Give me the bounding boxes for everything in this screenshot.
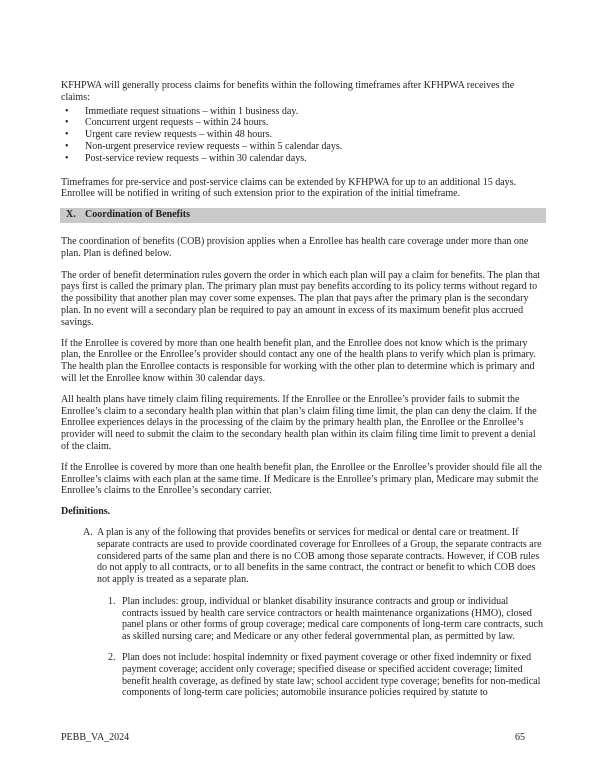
definition-marker: A. [83, 526, 93, 538]
definition-text: A plan is any of the following that provides benefits or services for medical or dental care or treatment. If separate contracts are used to provide coordinated coverage for Enrollees of a Group, the separate contracts are considered parts of the same plan and there is no COB among those separate contracts. However, if COB rules do not apply to all contracts, or to all benefits in the same contract, the contract or benefit to which COB does not apply is treated as a separate plan. [97, 526, 542, 586]
paragraph: The order of benefit determination rules govern the order in which each plan will pay a claim for benefits. The plan that pays first is called the primary plan. The primary plan must pay benefits according to its policy terms without regard to the possibility that another plan may cover some expenses. The plan that pays after the primary plan is the secondary plan. In no event will a secondary plan be required to pay an amount in excess of its maximum benefit plus accrued savings. [61, 269, 541, 328]
subitem-marker: 2. [108, 652, 116, 664]
bullet-text: Post-service review requests – within 30 calendar days. [85, 152, 307, 164]
subitem-marker: 1. [108, 595, 116, 607]
bullet-marker: • [65, 117, 69, 129]
section-title: Coordination of Benefits [85, 209, 190, 221]
bullet-text: Concurrent urgent requests – within 24 hours. [85, 117, 269, 129]
list-item [61, 129, 545, 141]
bullet-text: Non-urgent preservice review requests – within 5 calendar days. [85, 140, 343, 152]
paragraph: If the Enrollee is covered by more than one health benefit plan, the Enrollee or the Enrollee’s provider should file all the Enrollee’s claims with each plan at the same time. If Medicare is the Enrollee’s primary plan, Medicare may submit the Enrollee’s claims to the Enrollee’s secondary carrier. [61, 461, 542, 497]
extension-paragraph: Timeframes for pre-service and post-service claims can be extended by KFHPWA for up to an additional 15 days. Enrollee will be notified in writing of such extension prior to the expiration of the initial timeframe. [61, 176, 517, 200]
definition-item-a [61, 527, 545, 586]
section-number: X. [66, 209, 76, 221]
section-header [60, 208, 546, 223]
list-item [61, 153, 545, 165]
bullet-marker: • [65, 140, 69, 152]
bullet-marker: • [65, 105, 69, 117]
paragraph: The coordination of benefits (COB) provision applies when a Enrollee has health care coverage under more than one plan. Plan is defined below. [61, 235, 529, 259]
bullet-marker: • [65, 129, 69, 141]
definitions-heading: Definitions. [61, 506, 111, 518]
paragraph: If the Enrollee is covered by more than one health benefit plan, and the Enrollee does not know which is the primary plan, the Enrollee or the Enrollee’s provider should contact any one of the health plans to verify which plan is primary. The health plan the Enrollee contacts is responsible for working with the other plan to determine which is primary and will let the Enrollee know within 30 calendar days. [61, 337, 536, 384]
timeframe-bullet-list [61, 106, 545, 165]
subitem-text: Plan does not include: hospital indemnity or fixed payment coverage or other fixed indemnity or fixed payment coverage; accident only coverage; specified disease or specified accident coverage; limited benefit health coverage, as defined by state law; school accident type coverage; benefits for non-medical components of long-term care policies; automobile insurance policies required by statute to [122, 652, 541, 699]
footer-page-number: 65 [515, 732, 525, 743]
definition-subitem-1 [61, 596, 545, 643]
paragraph: All health plans have timely claim filing requirements. If the Enrollee or the Enrollee’s provider fails to submit the Enrollee’s claim to a secondary health plan within that plan’s claim filing time limit, the plan can deny the claim. If the Enrollee experiences delays in the processing of the claim by the primary health plan, the Enrollee or the Enrollee’s provider will need to submit the claim to the secondary health plan within its claim filing time limit to prevent a denial of the claim. [61, 393, 537, 452]
page-content [61, 80, 545, 708]
definition-subitem-2 [61, 652, 545, 699]
bullet-text: Urgent care review requests – within 48 hours. [85, 129, 272, 141]
bullet-marker: • [65, 152, 69, 164]
list-item [61, 106, 545, 118]
subitem-text: Plan includes: group, individual or blanket disability insurance contracts and group or individual contracts issued by health care service contractors or health maintenance organizations (HMO), closed panel plans or other forms of group coverage; medical care components of long-term care contracts, such as skilled nursing care; and Medicare or any other federal governmental plan, as permitted by law. [122, 595, 543, 643]
footer-document-id: PEBB_VA_2024 [61, 732, 130, 743]
list-item [61, 117, 545, 129]
bullet-text: Immediate request situations – within 1 business day. [85, 105, 299, 117]
intro-paragraph: KFHPWA will generally process claims for benefits within the following timeframes after KFHPWA receives the claims: [61, 80, 515, 103]
list-item [61, 141, 545, 153]
